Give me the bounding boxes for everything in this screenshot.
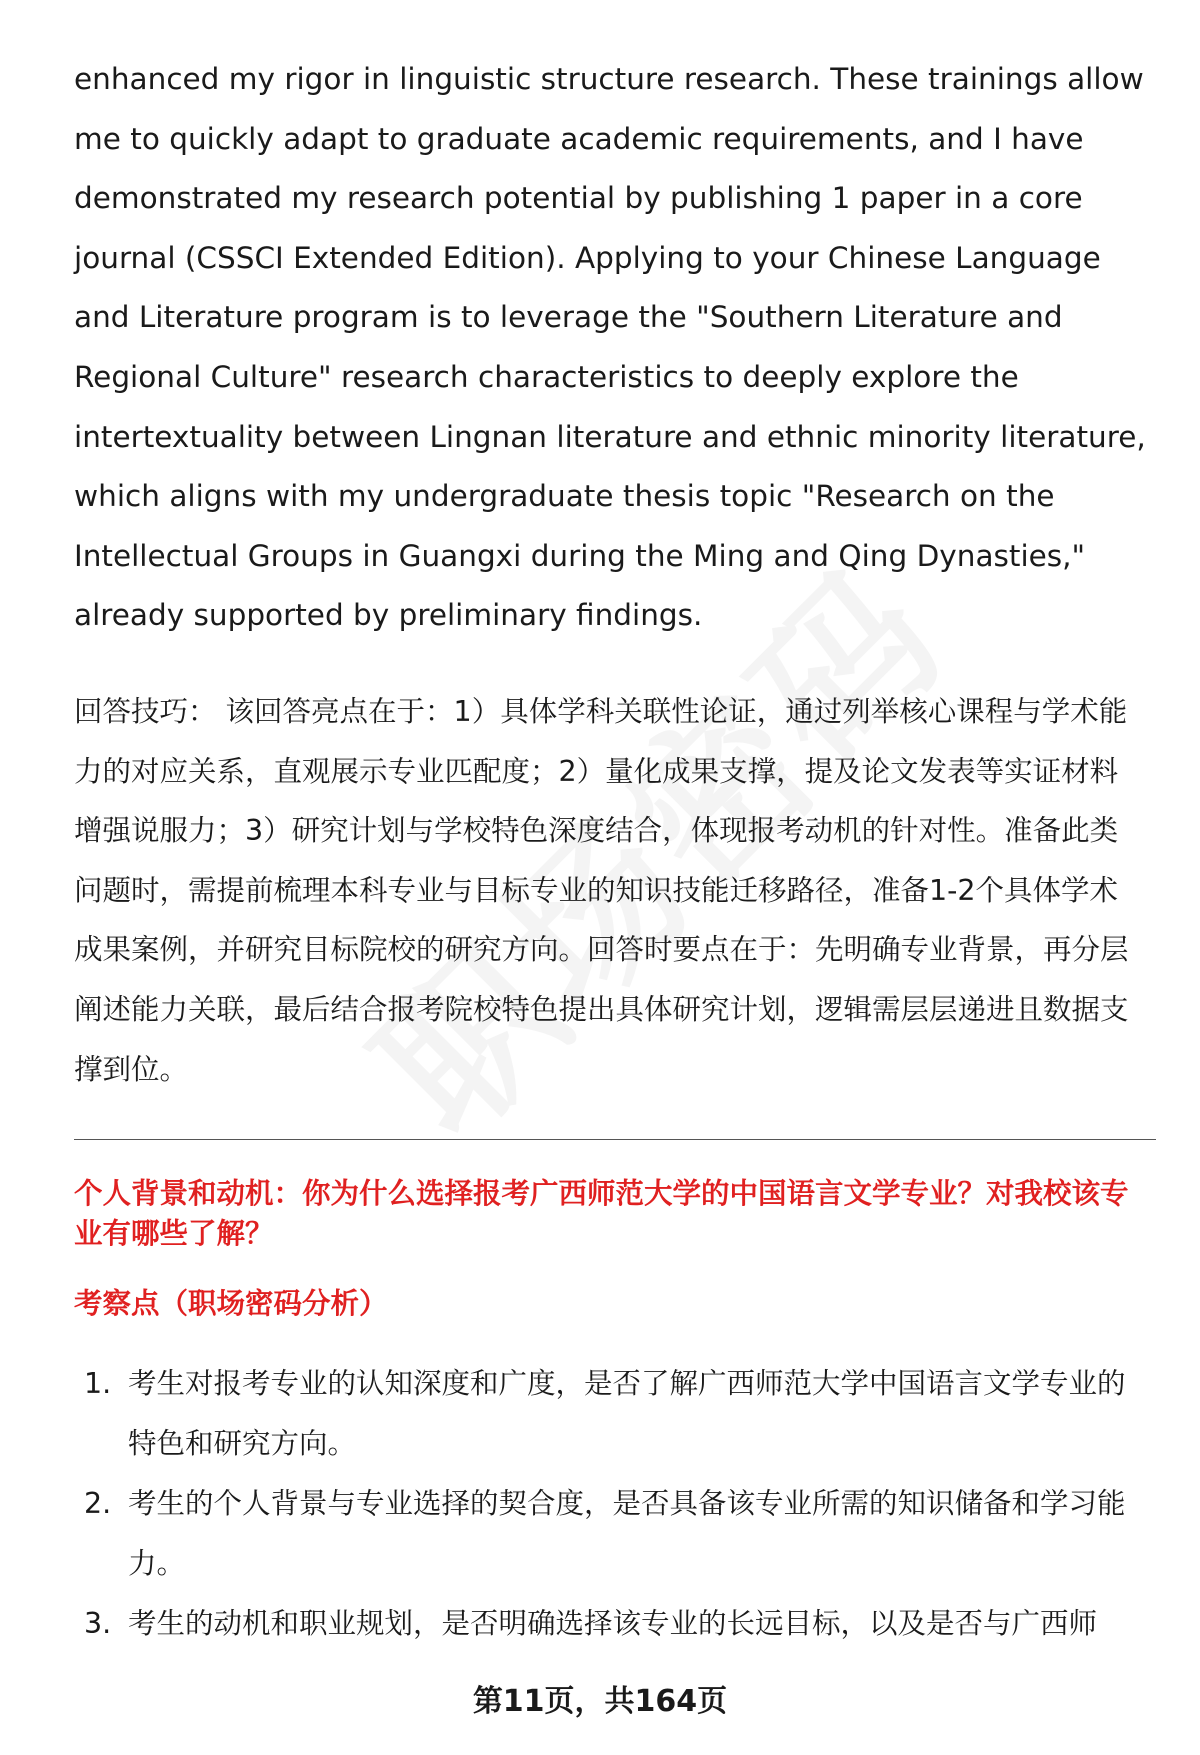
assessment-points-list xyxy=(74,1354,1154,1654)
list-item xyxy=(74,1594,1130,1654)
intro-paragraph: enhanced my rigor in linguistic structure research. These trainings allow me to quickly adapt to graduate academic requirements, and I have demonstrated my research potential by publishing 1 paper in a core journal (CSSCI Extended Edition). Applying to your Chinese Language and Literature program is to leverage the "Southern Literature and Regional Culture" research characteristics to deeply explore the intertextuality between Lingnan literature and ethnic minority literature, which aligns with my undergraduate thesis topic "Research on the Intellectual Groups in Guangxi during the Ming and Qing Dynasties," already supported by preliminary findings. xyxy=(74,62,1146,633)
assessment-points-heading: 考察点（职场密码分析） xyxy=(74,1287,388,1321)
page-number-footer: 第11页，共164页 xyxy=(472,1684,728,1719)
list-item-number: 2. xyxy=(84,1487,112,1521)
document-body xyxy=(74,50,1154,1654)
answer-tip-paragraph: 回答技巧： 该回答亮点在于：1）具体学科关联性论证，通过列举核心课程与学术能力的对应关系，直观展示专业匹配度；2）量化成果支撑，提及论文发表等实证材料增强说服力；3）研究计划与学校特色深度结合，体现报考动机的针对性。准备此类问题时，需提前梳理本科专业与目标专业的知识技能迁移路径，准备1-2个具体学术成果案例，并研究目标院校的研究方向。回答时要点在于：先明确专业背景，再分层阐述能力关联，最后结合报考院校特色提出具体研究计划，逻辑需层层递进且数据支撑到位。 xyxy=(74,694,1129,1086)
list-item-text: 考生的个人背景与专业选择的契合度，是否具备该专业所需的知识储备和学习能力。 xyxy=(128,1487,1126,1581)
list-item-text: 考生对报考专业的认知深度和广度，是否了解广西师范大学中国语言文学专业的特色和研究方向。 xyxy=(128,1367,1126,1461)
list-item xyxy=(74,1354,1130,1474)
question-heading: 个人背景和动机：你为什么选择报考广西师范大学的中国语言文学专业？对我校该专业有哪些了解？ xyxy=(74,1177,1129,1251)
section-divider xyxy=(74,1139,1156,1140)
list-item-text: 考生的动机和职业规划，是否明确选择该专业的长远目标，以及是否与广西师 xyxy=(128,1607,1098,1641)
list-item xyxy=(74,1474,1130,1594)
list-item-number: 3. xyxy=(84,1607,112,1641)
list-item-number: 1. xyxy=(84,1367,112,1401)
